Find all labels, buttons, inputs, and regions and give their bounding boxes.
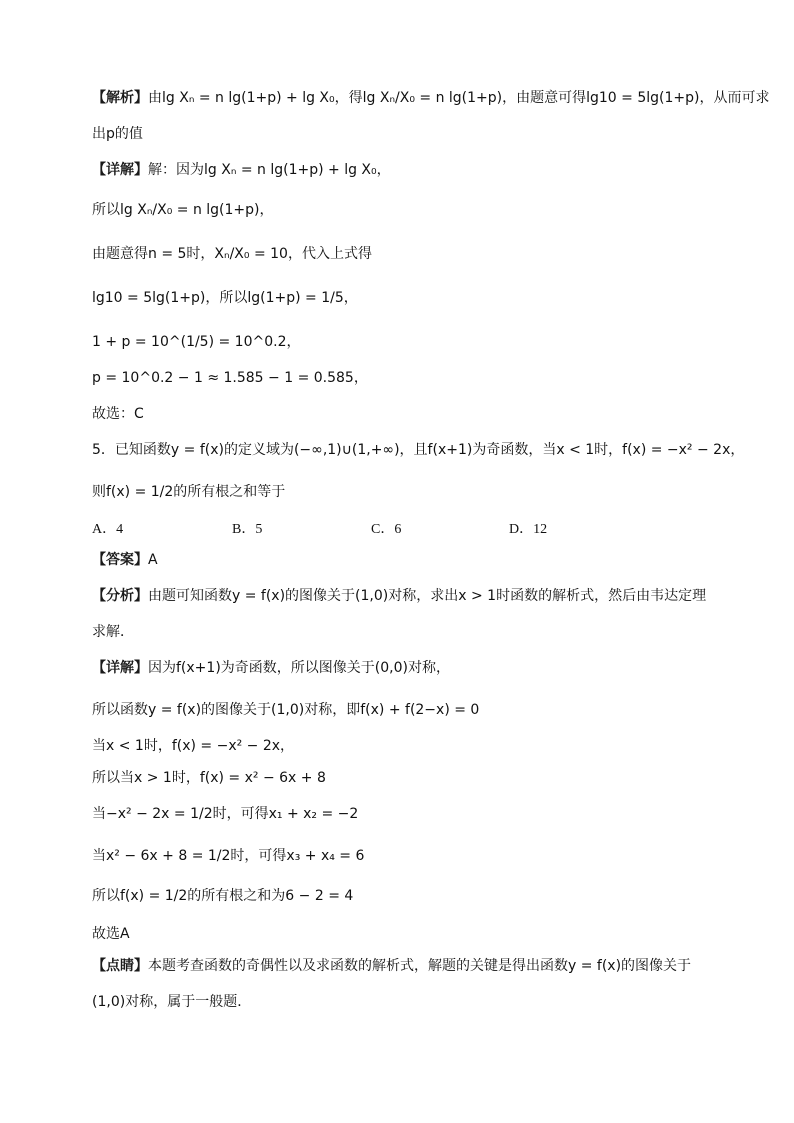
question-5-line-1 — [92, 440, 744, 460]
detail2-text-1: 因为f(x+1)为奇函数，所以图像关于(0,0)对称， — [148, 660, 450, 676]
comment-line-2 — [92, 992, 251, 1012]
detail-text-1: 解：因为lg Xₙ = n lg(1+p) + lg X₀， — [148, 162, 391, 178]
analysis-text-2: 出p的值 — [92, 126, 143, 142]
comment-line-1 — [92, 956, 691, 976]
detail2-line-3 — [92, 736, 294, 756]
option-c: C．6 — [371, 522, 402, 537]
analysis-line-1 — [92, 88, 769, 108]
question-5-line-2 — [92, 482, 285, 502]
detail2-line-8 — [92, 924, 130, 944]
question-5-text-1: 5．已知函数y = f(x)的定义域为(−∞,1)∪(1,+∞)，且f(x+1)为奇函数，当x < 1时，f(x) = −x² − 2x， — [92, 442, 745, 458]
detail-text-3: 由题意得n = 5时，Xₙ/X₀ = 10，代入上式得 — [92, 246, 372, 262]
question-5-text-2: 则f(x) = 1/2的所有根之和等于 — [92, 484, 286, 500]
detail-line-1 — [92, 160, 391, 180]
detail2-line-5 — [92, 804, 358, 824]
answer-text: A — [148, 552, 158, 568]
detail-tag: 【详解】 — [92, 162, 148, 178]
detail-line-5 — [92, 332, 301, 352]
detail2-line-7 — [92, 886, 353, 906]
detail2-line-6 — [92, 846, 364, 866]
option-d: D．12 — [509, 522, 548, 537]
analysis-tag: 【解析】 — [92, 90, 148, 106]
detail2-text-8: 故选A — [92, 926, 130, 942]
detail-text-5: 1 + p = 10^(1/5) = 10^0.2， — [92, 334, 301, 350]
detail2-text-7: 所以f(x) = 1/2的所有根之和为6 − 2 = 4 — [92, 888, 354, 904]
detail-line-3 — [92, 244, 372, 264]
analysis2-text-2: 求解． — [92, 624, 134, 640]
detail2-tag: 【详解】 — [92, 660, 148, 676]
comment-tag: 【点睛】 — [92, 958, 148, 974]
detail2-text-6: 当x² − 6x + 8 = 1/2时，可得x₃ + x₄ = 6 — [92, 848, 365, 864]
detail2-text-4: 所以当x > 1时，f(x) = x² − 6x + 8 — [92, 770, 326, 786]
detail2-text-5: 当−x² − 2x = 1/2时，可得x₁ + x₂ = −2 — [92, 806, 359, 822]
detail2-line-1 — [92, 658, 450, 678]
detail-line-6 — [92, 368, 368, 388]
detail2-text-3: 当x < 1时，f(x) = −x² − 2x， — [92, 738, 295, 754]
analysis-line-2 — [92, 124, 143, 144]
detail-line-4 — [92, 288, 358, 308]
detail-line-2 — [92, 200, 274, 220]
detail-text-7: 故选：C — [92, 406, 144, 422]
detail-text-2: 所以lg Xₙ/X₀ = n lg(1+p)， — [92, 202, 274, 218]
detail-text-4: lg10 = 5lg(1+p)，所以lg(1+p) = 1/5， — [92, 290, 358, 306]
option-a: A．4 — [92, 522, 124, 537]
comment-text-2: (1,0)对称，属于一般题． — [92, 994, 252, 1010]
analysis2-tag: 【分析】 — [92, 588, 148, 604]
detail-line-7 — [92, 404, 144, 424]
analysis2-text-1: 由题可知函数y = f(x)的图像关于(1,0)对称，求出x > 1时函数的解析式，然后由韦达定理 — [148, 588, 707, 604]
analysis2-line-2 — [92, 622, 134, 642]
detail2-line-4 — [92, 768, 326, 788]
detail2-text-2: 所以函数y = f(x)的图像关于(1,0)对称，即f(x) + f(2−x) = 0 — [92, 702, 480, 718]
comment-text-1: 本题考查函数的奇偶性以及求函数的解析式，解题的关键是得出函数y = f(x)的图像关于 — [148, 958, 692, 974]
answer-line — [92, 550, 158, 570]
option-b: B．5 — [232, 522, 263, 537]
detail2-line-2 — [92, 700, 479, 720]
analysis2-line-1 — [92, 586, 706, 606]
answer-tag: 【答案】 — [92, 552, 148, 568]
detail-text-6: p = 10^0.2 − 1 ≈ 1.585 − 1 = 0.585， — [92, 370, 368, 386]
analysis-text-1: 由lg Xₙ = n lg(1+p) + lg X₀，得lg Xₙ/X₀ = n lg(1+p)，由题意可得lg10 = 5lg(1+p)，从而可求 — [148, 90, 770, 106]
